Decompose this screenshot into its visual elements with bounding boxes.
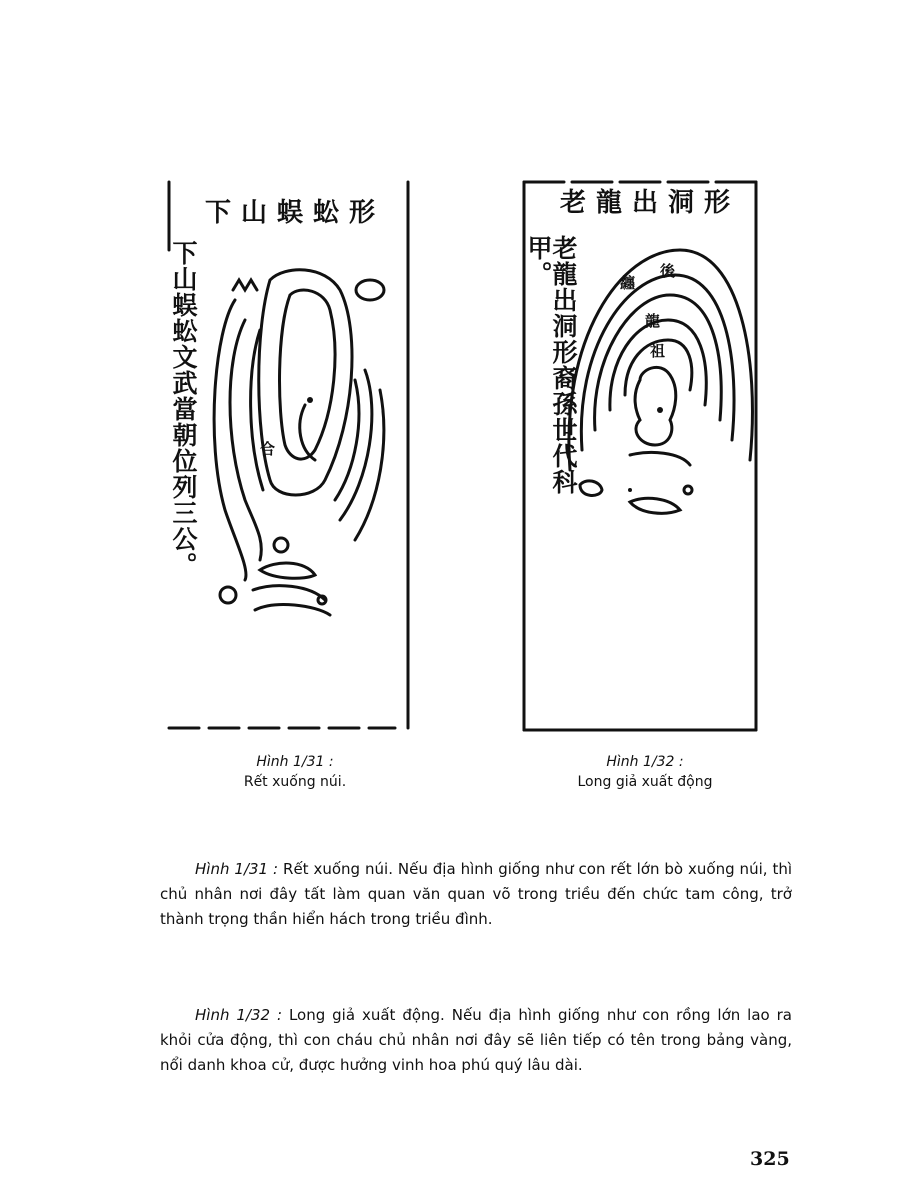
paragraph-text: Long giả xuất động. Nếu địa hình giống như con rồng lớn lao ra khỏi cửa động, thì con cháu chủ nhân nơi đây sẽ liên tiếp có tên trong bảng vàng, nổi danh khoa cử, được hưởng vinh hoa phú quý lâu dài. bbox=[160, 1006, 792, 1074]
rock-left bbox=[580, 481, 602, 496]
paragraph-text: Rết xuống núi. Nếu địa hình giống như con rết lớn bò xuống núi, thì chủ nhân nơi đây tất làm quan văn quan võ trong triều đến chức tam công, trở thành trọng thần hiển hách trong triều đình. bbox=[160, 860, 792, 928]
leg-left-outer bbox=[230, 320, 261, 560]
leg-right-3 bbox=[335, 380, 359, 500]
small-dot bbox=[628, 488, 632, 492]
figure-mark-trien: 纏 bbox=[620, 274, 636, 292]
paragraph-figure-31 bbox=[160, 857, 792, 932]
figure-vertical-inscription: 下山蜈蚣文武當朝位列三公。 bbox=[169, 240, 198, 578]
pond-3 bbox=[255, 605, 330, 615]
paragraph-figure-32 bbox=[160, 1003, 792, 1078]
crown-mark bbox=[233, 280, 257, 290]
leg-left-inner bbox=[251, 330, 263, 490]
caption-label: Hình 1/32 : bbox=[606, 754, 684, 770]
pond-dot-left bbox=[220, 587, 236, 603]
figure-vertical-inscription: 老龍出洞形裔孫世代科甲。 bbox=[524, 235, 578, 495]
figure-mark-hop: 合 bbox=[260, 440, 276, 458]
mountain-inner-contour bbox=[280, 290, 335, 459]
leg-left-far bbox=[214, 300, 246, 580]
center-dot bbox=[307, 397, 313, 403]
dragon-head bbox=[635, 367, 676, 445]
figure-title: 老龍出洞形 bbox=[560, 188, 741, 218]
caption-figure-31 bbox=[230, 752, 360, 792]
pearl-top-right bbox=[356, 280, 384, 300]
paragraph-label: Hình 1/31 : bbox=[195, 860, 279, 878]
pond-1 bbox=[260, 563, 315, 578]
caption-label: Hình 1/31 : bbox=[256, 754, 334, 770]
pond-line-1 bbox=[630, 452, 690, 465]
center-dot bbox=[657, 407, 663, 413]
paragraph-label: Hình 1/32 : bbox=[195, 1006, 283, 1024]
page-number: 325 bbox=[750, 1148, 790, 1170]
pond-dot-right bbox=[318, 596, 326, 604]
figure-mark-to: 祖 bbox=[650, 342, 666, 360]
centipede-diagram bbox=[165, 180, 410, 730]
caption-title: Long giả xuất động bbox=[577, 774, 713, 790]
pond-line-2 bbox=[630, 498, 680, 513]
figure-title: 下山蜈蚣形 bbox=[205, 198, 386, 228]
mountain-outer-contour bbox=[259, 270, 352, 495]
figure-dragon bbox=[520, 180, 760, 735]
caption-figure-32 bbox=[570, 752, 720, 792]
pond-2 bbox=[253, 586, 325, 600]
pond-dot bbox=[684, 486, 692, 494]
figure-mark-hau: 後 bbox=[660, 262, 676, 280]
figure-mark-long: 龍 bbox=[645, 312, 661, 330]
small-circle bbox=[274, 538, 288, 552]
figure-centipede bbox=[165, 180, 410, 730]
caption-title: Rết xuống núi. bbox=[243, 774, 347, 790]
